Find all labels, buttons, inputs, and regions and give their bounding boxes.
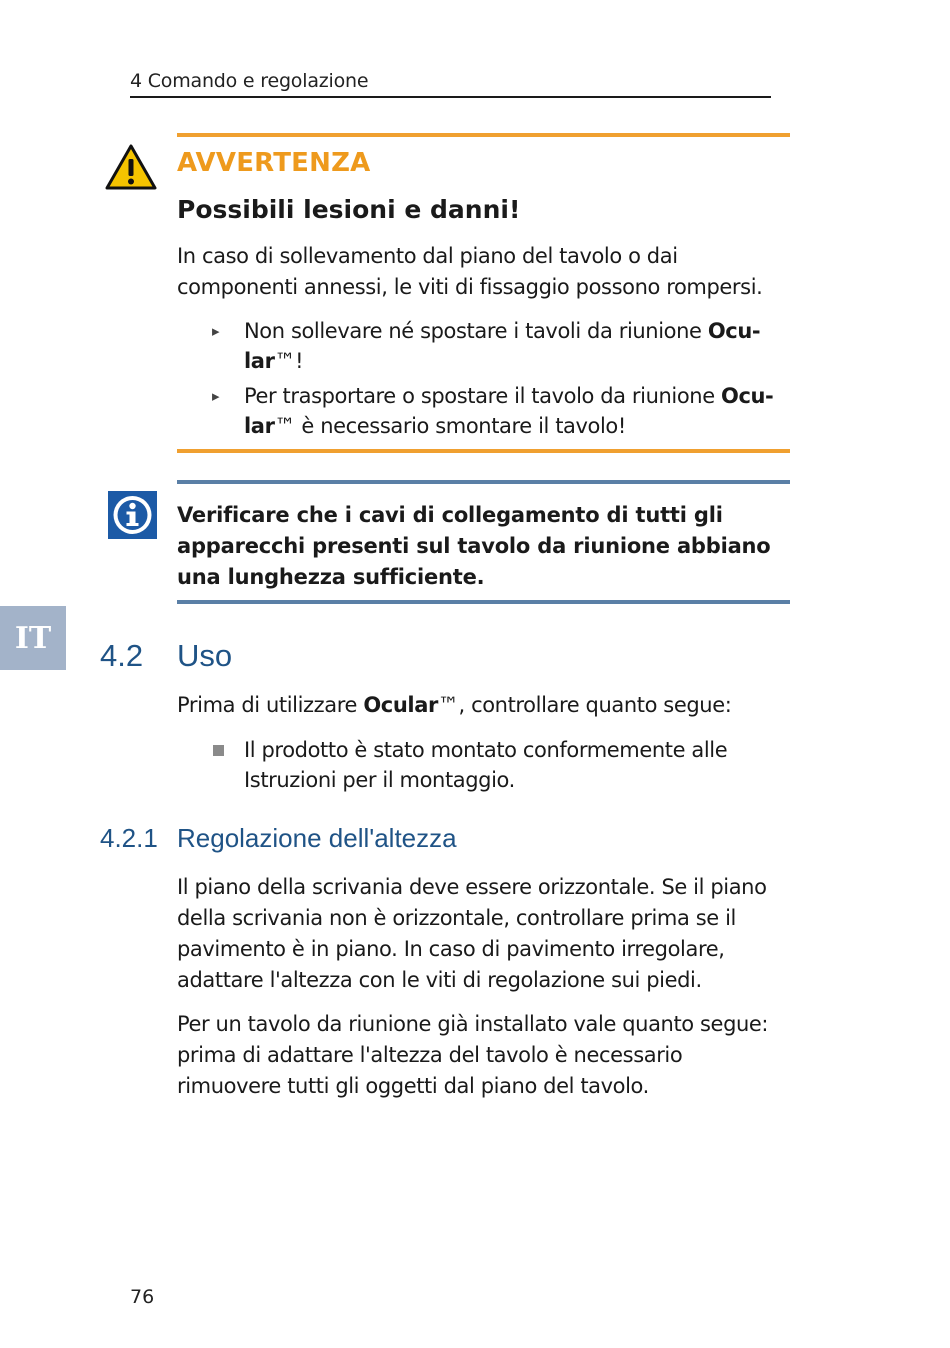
warning-bottom-rule xyxy=(177,449,790,453)
section-intro: Prima di utilizzare Ocular™, controllare quanto segue: xyxy=(177,693,732,717)
square-bullet-icon xyxy=(213,745,224,756)
section-title: Uso xyxy=(177,638,233,673)
arrow-right-icon: ▸ xyxy=(212,322,220,340)
paragraph: Per un tavolo da riunione già installato vale quanto segue: prima di adattare l'altezza del tavolo è necessario rimuovere tutti gli oggetti dal piano del tavolo. xyxy=(177,1012,769,1098)
warning-step xyxy=(212,316,792,376)
info-top-rule xyxy=(177,480,790,484)
paragraph: Il piano della scrivania deve essere orizzontale. Se il piano della scrivania non è orizzontale, controllare prima se il pavimento è in piano. In caso di pavimento irregolare, adattare l'altezza con le viti di regolazione sui piedi. xyxy=(177,875,767,992)
info-icon xyxy=(108,491,157,539)
warning-step-text: Per trasportare o spostare il tavolo da riunione Ocu- lar™ è necessario smontare il tavolo! xyxy=(244,384,774,438)
info-text: Verificare che i cavi di collegamento di tutti gli apparecchi presenti sul tavolo da riunione abbiano una lunghezza sufficiente. xyxy=(177,503,771,589)
running-header: 4 Comando e regolazione xyxy=(130,70,369,92)
subsection-title: Regolazione dell'altezza xyxy=(177,823,457,853)
warning-top-rule xyxy=(177,133,790,137)
warning-title: AVVERTENZA xyxy=(177,148,371,178)
list-item-text: Il prodotto è stato montato conformemente alle Istruzioni per il montaggio. xyxy=(244,738,728,792)
subsection-number: 4.2.1 xyxy=(100,823,158,853)
header-rule xyxy=(130,96,771,98)
warning-subtitle: Possibili lesioni e danni! xyxy=(177,195,521,224)
page-number: 76 xyxy=(130,1286,155,1308)
warning-body: In caso di sollevamento dal piano del tavolo o dai componenti annessi, le viti di fissaggio possono rompersi. xyxy=(177,244,763,299)
language-tab: IT xyxy=(0,606,66,670)
warning-step-text: Non sollevare né spostare i tavoli da riunione Ocu- lar™! xyxy=(244,319,761,373)
info-bottom-rule xyxy=(177,600,790,604)
section-number: 4.2 xyxy=(100,638,144,673)
arrow-right-icon: ▸ xyxy=(212,387,220,405)
warning-step xyxy=(212,381,792,441)
warning-triangle-icon xyxy=(104,143,158,191)
list-item xyxy=(212,735,792,795)
